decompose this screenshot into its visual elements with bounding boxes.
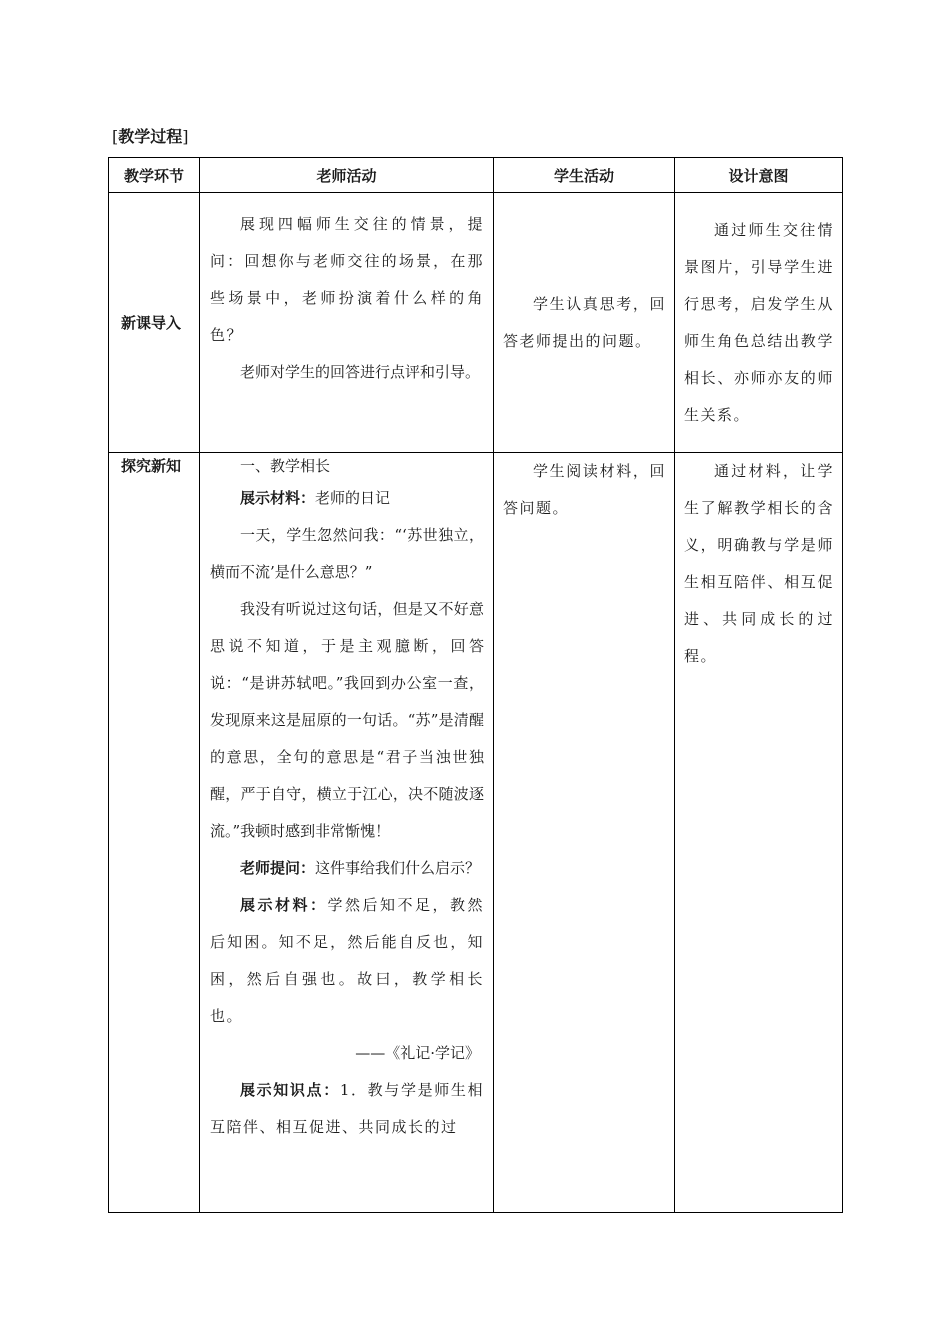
material-label: 展示材料： xyxy=(240,489,316,507)
design-paragraph: 通过材料，让学生了解教学相长的含义，明确教与学是师生相互陪伴、相互促进、共同成长的过程。 xyxy=(684,462,834,665)
header-stage: 教学环节 xyxy=(109,158,200,193)
diary-paragraph: 一天，学生忽然问我：“‘苏世独立，横而不流’是什么意思？” xyxy=(210,526,484,581)
section-title: [教学过程] xyxy=(112,127,189,146)
stage-cell: 新课导入 xyxy=(109,193,200,453)
student-activity-cell xyxy=(494,193,675,453)
quote-text: 学然后知不足，教然后知困。知不足，然后能自反也，知困，然后自强也。故曰，教学相长也。 xyxy=(210,896,484,1025)
material-line xyxy=(210,887,484,1035)
quote-source: ——《礼记·学记》 xyxy=(355,1044,480,1062)
knowledge-text: 1．教与学是师生相互陪伴、相互促进、共同成长的过 xyxy=(210,1081,484,1136)
material-label: 展示材料： xyxy=(240,896,328,914)
material-title: 老师的日记 xyxy=(315,489,391,507)
table-header-row xyxy=(109,158,843,193)
teacher-activity-cell xyxy=(200,193,494,453)
student-activity-cell xyxy=(494,453,675,1213)
design-intent-cell xyxy=(675,193,843,453)
student-paragraph: 学生阅读材料，回答问题。 xyxy=(503,462,666,517)
question-label: 老师提问： xyxy=(240,859,316,877)
table-row-intro xyxy=(109,193,843,453)
stage-label: 探究新知 xyxy=(121,457,182,475)
student-paragraph: 学生认真思考，回答老师提出的问题。 xyxy=(503,294,666,350)
teacher-paragraph: 老师对学生的回答进行点评和引导。 xyxy=(240,363,481,381)
table-row-explore xyxy=(109,453,843,1213)
stage-cell xyxy=(109,453,200,1213)
header-design: 设计意图 xyxy=(675,158,843,193)
teaching-process-table xyxy=(108,157,843,1213)
section-heading: 一、教学相长 xyxy=(240,457,331,475)
teacher-paragraph: 展现四幅师生交往的情景，提问：回想你与老师交往的场景，在那些场景中，老师扮演着什么样的角色？ xyxy=(210,215,484,344)
header-student: 学生活动 xyxy=(494,158,675,193)
material-line xyxy=(210,480,484,517)
section-title-text: 教学过程 xyxy=(118,127,183,146)
header-teacher: 老师活动 xyxy=(200,158,494,193)
knowledge-line xyxy=(210,1072,484,1146)
diary-paragraph: 我没有听说过这句话，但是又不好意思说不知道，于是主观臆断，回答说：“是讲苏轼吧。”我回到办公室一查，发现原来这是屈原的一句话。“苏”是清醒的意思，全句的意思是“君子当浊世独醒，严于自守，横立于江心，决不随波逐流。”我顿时感到非常惭愧！ xyxy=(210,600,484,840)
teacher-activity-cell xyxy=(200,453,494,1213)
question-line xyxy=(210,850,484,887)
knowledge-label: 展示知识点： xyxy=(240,1081,340,1099)
design-intent-cell xyxy=(675,453,843,1213)
design-paragraph: 通过师生交往情景图片，引导学生进行思考，启发学生从师生角色总结出教学相长、亦师亦友的师生关系。 xyxy=(684,220,834,424)
question-text: 这件事给我们什么启示？ xyxy=(315,859,481,877)
